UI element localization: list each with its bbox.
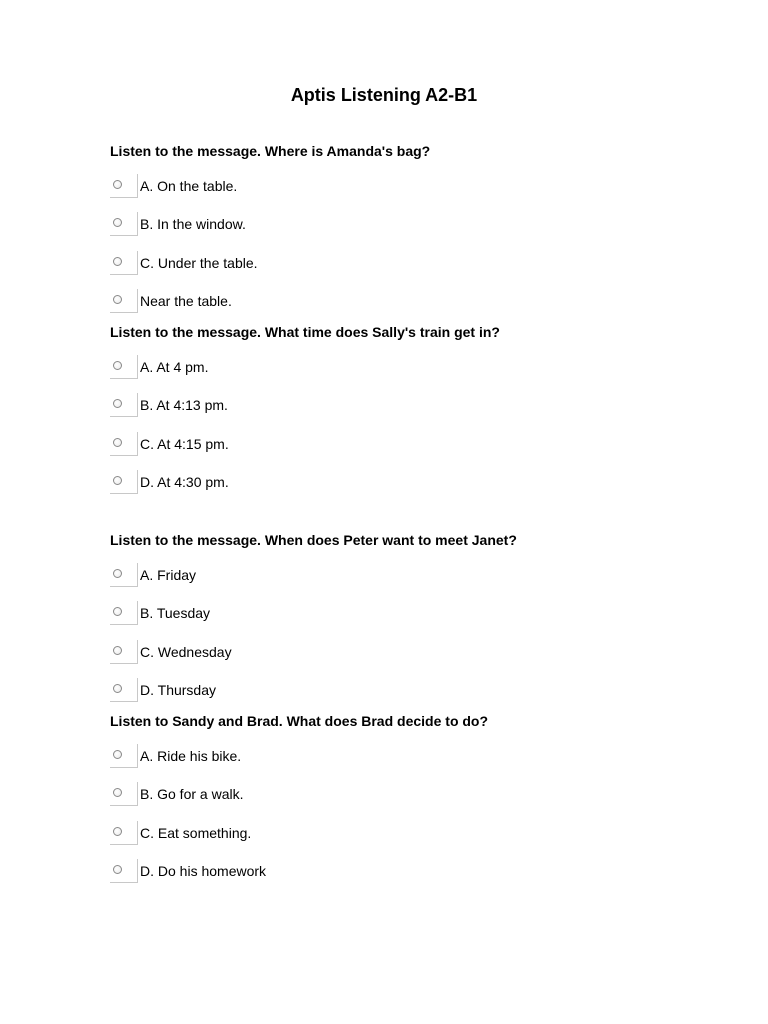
radio-box[interactable] <box>110 289 138 313</box>
radio-button-icon[interactable] <box>113 218 122 227</box>
answer-option[interactable] <box>110 859 730 883</box>
option-label: A. On the table. <box>140 178 238 194</box>
answer-option[interactable] <box>110 640 730 664</box>
answer-option[interactable] <box>110 782 730 806</box>
answer-option[interactable] <box>110 393 730 417</box>
radio-box[interactable] <box>110 393 138 417</box>
option-label: B. In the window. <box>140 216 246 233</box>
answer-options <box>110 174 730 313</box>
option-label: D. Do his homework <box>140 862 267 879</box>
answer-option[interactable] <box>110 355 730 379</box>
question-text: Listen to the message. Where is Amanda's bag? <box>110 143 431 159</box>
option-label: D. Thursday <box>140 681 216 698</box>
radio-box[interactable] <box>110 251 138 275</box>
question-1 <box>110 142 730 327</box>
question-4 <box>110 712 730 897</box>
answer-options <box>110 744 730 883</box>
radio-box[interactable] <box>110 355 138 379</box>
radio-box[interactable] <box>110 563 138 587</box>
option-label: C. Eat something. <box>140 824 252 841</box>
option-label: B. Tuesday <box>140 605 211 622</box>
page-title: Aptis Listening A2-B1 <box>290 85 478 105</box>
radio-box[interactable] <box>110 432 138 456</box>
radio-button-icon[interactable] <box>113 865 122 874</box>
answer-option[interactable] <box>110 289 730 313</box>
radio-button-icon[interactable] <box>113 361 122 370</box>
radio-button-icon[interactable] <box>113 569 122 578</box>
radio-button-icon[interactable] <box>113 295 122 304</box>
radio-box[interactable] <box>110 782 138 806</box>
radio-button-icon[interactable] <box>113 684 122 693</box>
answer-option[interactable] <box>110 563 730 587</box>
answer-option[interactable] <box>110 432 730 456</box>
option-label: A. Friday <box>140 567 197 583</box>
option-label: Near the table. <box>140 292 232 309</box>
answer-option[interactable] <box>110 744 730 768</box>
radio-box[interactable] <box>110 859 138 883</box>
answer-option[interactable] <box>110 251 730 275</box>
answer-option[interactable] <box>110 601 730 625</box>
answer-option[interactable] <box>110 821 730 845</box>
answer-options <box>110 355 730 494</box>
question-text: Listen to the message. When does Peter want to meet Janet? <box>110 532 517 548</box>
answer-option[interactable] <box>110 470 730 494</box>
answer-option[interactable] <box>110 174 730 198</box>
radio-box[interactable] <box>110 744 138 768</box>
radio-button-icon[interactable] <box>113 476 122 485</box>
radio-box[interactable] <box>110 470 138 494</box>
radio-button-icon[interactable] <box>113 257 122 266</box>
question-text: Listen to the message. What time does Sally's train get in? <box>110 324 500 340</box>
option-label: C. Wednesday <box>140 643 232 660</box>
option-label: A. Ride his bike. <box>140 748 242 764</box>
radio-box[interactable] <box>110 212 138 236</box>
option-label: D. At 4:30 pm. <box>140 473 229 490</box>
option-label: C. At 4:15 pm. <box>140 435 229 452</box>
question-2 <box>110 323 730 508</box>
radio-box[interactable] <box>110 601 138 625</box>
radio-box[interactable] <box>110 678 138 702</box>
question-3 <box>110 531 730 716</box>
radio-button-icon[interactable] <box>113 827 122 836</box>
answer-option[interactable] <box>110 678 730 702</box>
radio-button-icon[interactable] <box>113 438 122 447</box>
radio-box[interactable] <box>110 174 138 198</box>
question-text: Listen to Sandy and Brad. What does Brad decide to do? <box>110 713 489 729</box>
radio-button-icon[interactable] <box>113 646 122 655</box>
option-label: B. At 4:13 pm. <box>140 397 228 414</box>
radio-button-icon[interactable] <box>113 399 122 408</box>
answer-option[interactable] <box>110 212 730 236</box>
radio-button-icon[interactable] <box>113 750 122 759</box>
option-label: B. Go for a walk. <box>140 786 244 803</box>
option-label: C. Under the table. <box>140 254 258 271</box>
radio-button-icon[interactable] <box>113 788 122 797</box>
radio-button-icon[interactable] <box>113 180 122 189</box>
answer-options <box>110 563 730 702</box>
radio-box[interactable] <box>110 640 138 664</box>
radio-button-icon[interactable] <box>113 607 122 616</box>
option-label: A. At 4 pm. <box>140 359 209 375</box>
radio-box[interactable] <box>110 821 138 845</box>
